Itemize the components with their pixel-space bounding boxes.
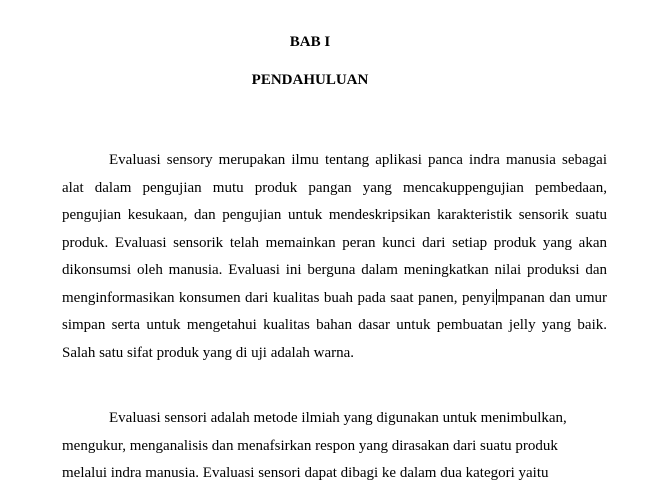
chapter-title: PENDAHULUAN [251, 72, 369, 88]
chapter-heading: BAB I [289, 34, 331, 50]
paragraph-1[interactable] [62, 147, 607, 367]
paragraph-2[interactable]: Evaluasi sensori adalah metode ilmiah yang digunakan untuk menimbulkan, mengukur, menganalisis dan menafsirkan respon yang dirasakan dari suatu produk melalui indra manusia. Evaluasi sensori dapat dibagi ke dalam dua kategori yaitu [62, 410, 567, 481]
paragraph-1-text-after-caret: mpanan dan umur simpan serta untuk mengetahui kualitas bahan dasar untuk pembuatan jelly yang baik. Salah satu sifat produk yang di uji adalah warna. [62, 289, 607, 361]
paragraph-1-text-before-caret: Evaluasi sensory merupakan ilmu tentang aplikasi panca indra manusia sebagai alat dalam pengujian mutu produk pangan yang mencakuppengujian pembedaan, pengujian kesukaan, dan pengujian untuk mendeskripsikan karakteristik sensorik suatu produk. Evaluasi sensorik telah memainkan peran kunci dari setiap produk yang akan dikonsumsi oleh manusia. Evaluasi ini berguna dalam meningkatkan nilai produksi dan menginformasikan konsumen dari kualitas buah pada saat panen, penyi [62, 152, 607, 306]
